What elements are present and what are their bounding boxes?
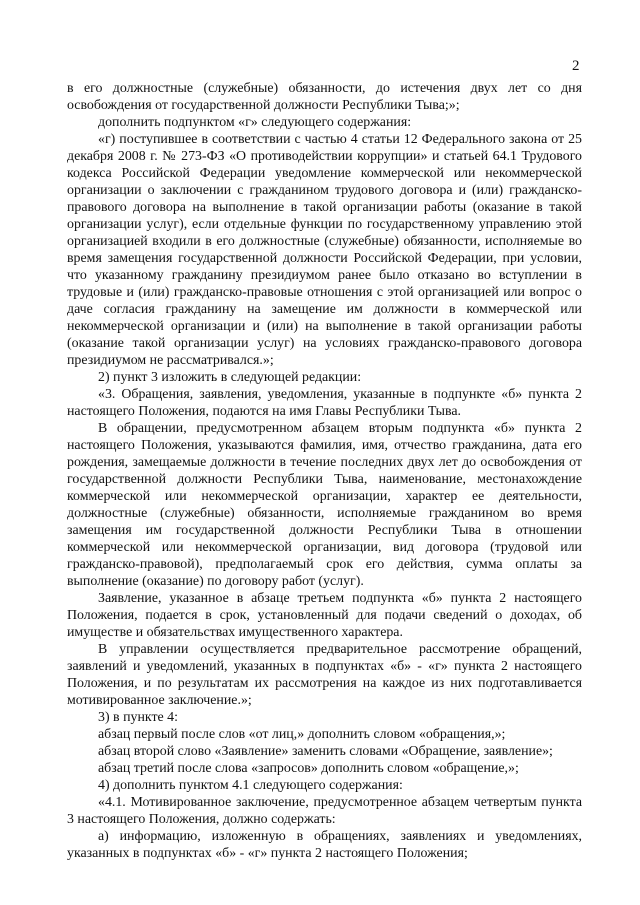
paragraph-item-3-third: абзац третий после слова «запросов» дополнить словом «обращение,»; (98, 761, 519, 776)
document-body (67, 80, 582, 862)
paragraph-point-3: «3. Обращения, заявления, уведомления, указанные в подпункте «б» пункта 2 настоящего Положения, подаются на имя Главы Республики Тыва. (67, 387, 582, 419)
paragraph-point-4-1: «4.1. Мотивированное заключение, предусмотренное абзацем четвертым пункта 3 настоящего Положения, должно содержать: (67, 795, 582, 827)
paragraph-item-3-first: абзац первый после слов «от лиц,» дополнить словом «обращения,»; (98, 727, 506, 742)
paragraph-item-2: 2) пункт 3 изложить в следующей редакции: (98, 370, 362, 385)
paragraph-item-3: 3) в пункте 4: (98, 710, 178, 725)
paragraph-amendment-intro: дополнить подпунктом «г» следующего содержания: (98, 115, 412, 130)
paragraph-subpoint-a: а) информацию, изложенную в обращениях, заявлениях и уведомлениях, указанных в подпунктах «б» - «г» пункта 2 настоящего Положения; (67, 829, 582, 861)
page-number: 2 (572, 58, 580, 74)
paragraph-continuation: в его должностные (служебные) обязанности, до истечения двух лет со дня освобождения от государственной должности Республики Тыва;»; (67, 81, 582, 113)
paragraph-preliminary-review: В управлении осуществляется предварительное рассмотрение обращений, заявлений и уведомлений, указанных в подпунктах «б» - «г» пункта 2 настоящего Положения, и по результатам их рассмотрения на каждое из них подготавливается мотивированное заключение.»; (67, 642, 582, 708)
paragraph-request-contents: В обращении, предусмотренном абзацем вторым подпункта «б» пункта 2 настоящего Положения, указываются фамилия, имя, отчество гражданина, дата его рождения, замещаемые должности в течение последних двух лет до освобождения от государственной должности Республики Тыва, наименование, местонахождение коммерческой или некоммерческой организации, характер ее деятельности, должностные (служебные) обязанности, исполняемые гражданином во время замещения им государственной должности Республики Тыва в отношении коммерческой или некоммерческой организации, вид договора (трудовой или гражданско-правовой), предполагаемый срок его действия, сумма оплаты за выполнение (оказание) по договору работ (услуг). (67, 421, 582, 589)
paragraph-item-3-second: абзац второй слово «Заявление» заменить словами «Обращение, заявление»; (98, 744, 553, 759)
paragraph-application-deadline: Заявление, указанное в абзаце третьем подпункта «б» пункта 2 настоящего Положения, подается в срок, установленный для подачи сведений о доходах, об имуществе и обязательствах имущественного характера. (67, 591, 582, 640)
paragraph-subpoint-g: «г) поступившее в соответствии с частью 4 статьи 12 Федерального закона от 25 декабря 2008 г. № 273-ФЗ «О противодействии коррупции» и статьей 64.1 Трудового кодекса Российской Федерации уведомление коммерческой или некоммерческой организации о заключении с гражданином трудового договора и (или) гражданско-правового договора на выполнение в такой организации работы (оказание в такой организации услуг), если отдельные функции по государственному управлению этой организацией входили в его должностные (служебные) обязанности, исполняемые во время замещения государственной должности Российской Федерации, при условии, что указанному гражданину президиумом ранее было отказано во вступлении в трудовые и (или) гражданско-правовые отношения с этой организацией или вопрос о даче согласия гражданину на замещение им должности в коммерческой или некоммерческой организации и (или) на выполнение в такой организации работы (оказание такой организации услуг) на условиях гражданско-правового договора президиумом не рассматривался.»; (67, 132, 582, 368)
paragraph-item-4: 4) дополнить пунктом 4.1 следующего содержания: (98, 778, 403, 793)
